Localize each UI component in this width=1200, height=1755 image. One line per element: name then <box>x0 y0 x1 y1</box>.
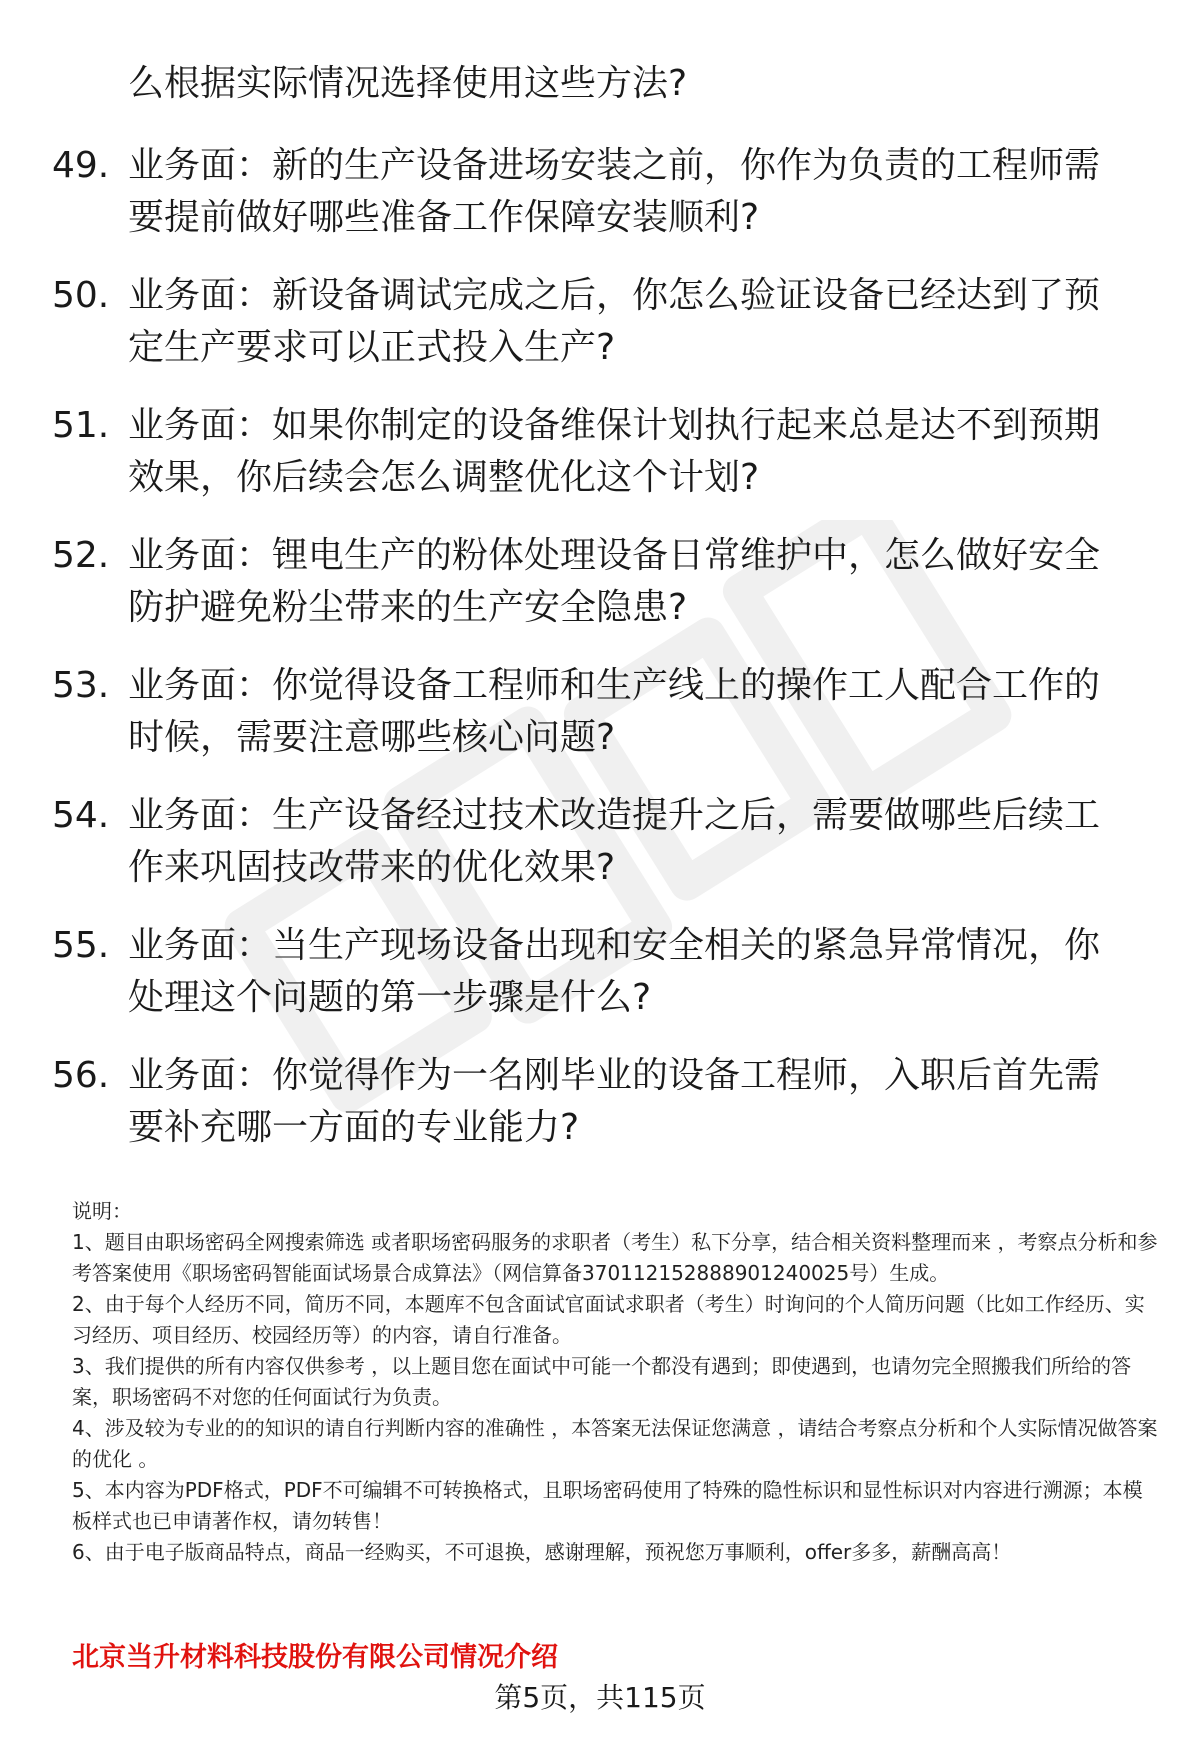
question-item <box>52 140 1142 244</box>
question-text: 业务面：你觉得作为一名刚毕业的设备工程师，入职后首先需要补充哪一方面的专业能力? <box>128 1055 1101 1148</box>
notes-section <box>72 1196 1162 1568</box>
question-text: 业务面：当生产现场设备出现和安全相关的紧急异常情况，你处理这个问题的第一步骤是什么? <box>128 925 1101 1018</box>
question-number: 55. <box>52 925 110 966</box>
question-number: 51. <box>52 405 110 446</box>
question-text: 业务面：如果你制定的设备维保计划执行起来总是达不到预期效果，你后续会怎么调整优化这个计划? <box>128 405 1101 498</box>
question-item <box>52 660 1142 764</box>
question-number: 56. <box>52 1055 110 1096</box>
page-number: 第5页，共115页 <box>494 1681 706 1714</box>
question-text: 业务面：生产设备经过技术改造提升之后，需要做哪些后续工作来巩固技改带来的优化效果? <box>128 795 1101 888</box>
question-number: 54. <box>52 795 110 836</box>
question-list <box>52 140 1142 1180</box>
question-text: 业务面：锂电生产的粉体处理设备日常维护中，怎么做好安全防护避免粉尘带来的生产安全隐患? <box>128 535 1101 628</box>
question-item <box>52 400 1142 504</box>
note-item: 1、题目由职场密码全网搜索筛选 或者职场密码服务的求职者（考生）私下分享，结合相关资料整理而来 ，考察点分析和参考答案使用《职场密码智能面试场景合成算法》（网信算备370112152888901240025号）生成。 <box>72 1230 1158 1285</box>
question-text: 业务面：新的生产设备进场安装之前，你作为负责的工程师需要提前做好哪些准备工作保障安装顺利? <box>128 145 1101 238</box>
note-item: 3、我们提供的所有内容仅供参考 ，以上题目您在面试中可能一个都没有遇到；即使遇到，也请勿完全照搬我们所给的答案，职场密码不对您的任何面试行为负责。 <box>72 1354 1132 1409</box>
question-item <box>52 920 1142 1024</box>
question-number: 49. <box>52 145 110 186</box>
question-item <box>52 270 1142 374</box>
question-item <box>52 790 1142 894</box>
question-text: 业务面：新设备调试完成之后，你怎么验证设备已经达到了预定生产要求可以正式投入生产? <box>128 275 1101 368</box>
note-item: 4、涉及较为专业的的知识的请自行判断内容的准确性 ，本答案无法保证您满意 ，请结合考察点分析和个人实际情况做答案的优化 。 <box>72 1416 1158 1471</box>
question-text: 业务面：你觉得设备工程师和生产线上的操作工人配合工作的时候，需要注意哪些核心问题? <box>128 665 1101 758</box>
question-number: 52. <box>52 535 110 576</box>
note-item: 2、由于每个人经历不同，简历不同，本题库不包含面试官面试求职者（考生）时询问的个人简历问题（比如工作经历、实习经历、项目经历、校园经历等）的内容，请自行准备。 <box>72 1292 1145 1347</box>
note-item: 6、由于电子版商品特点，商品一经购买，不可退换，感谢理解，预祝您万事顺利，offer多多，薪酬高高！ <box>72 1540 1012 1564</box>
note-item: 5、本内容为PDF格式，PDF不可编辑不可转换格式，且职场密码使用了特殊的隐性标识和显性标识对内容进行溯源；本模板样式也已申请著作权，请勿转售！ <box>72 1478 1143 1533</box>
question-item <box>52 530 1142 634</box>
notes-title: 说明： <box>72 1199 132 1223</box>
question-item <box>52 1050 1142 1154</box>
company-intro-link[interactable]: 北京当升材料科技股份有限公司情况介绍 <box>72 1642 558 1673</box>
question-continuation: 么根据实际情况选择使用这些方法? <box>128 63 688 104</box>
question-number: 53. <box>52 665 110 706</box>
question-number: 50. <box>52 275 110 316</box>
